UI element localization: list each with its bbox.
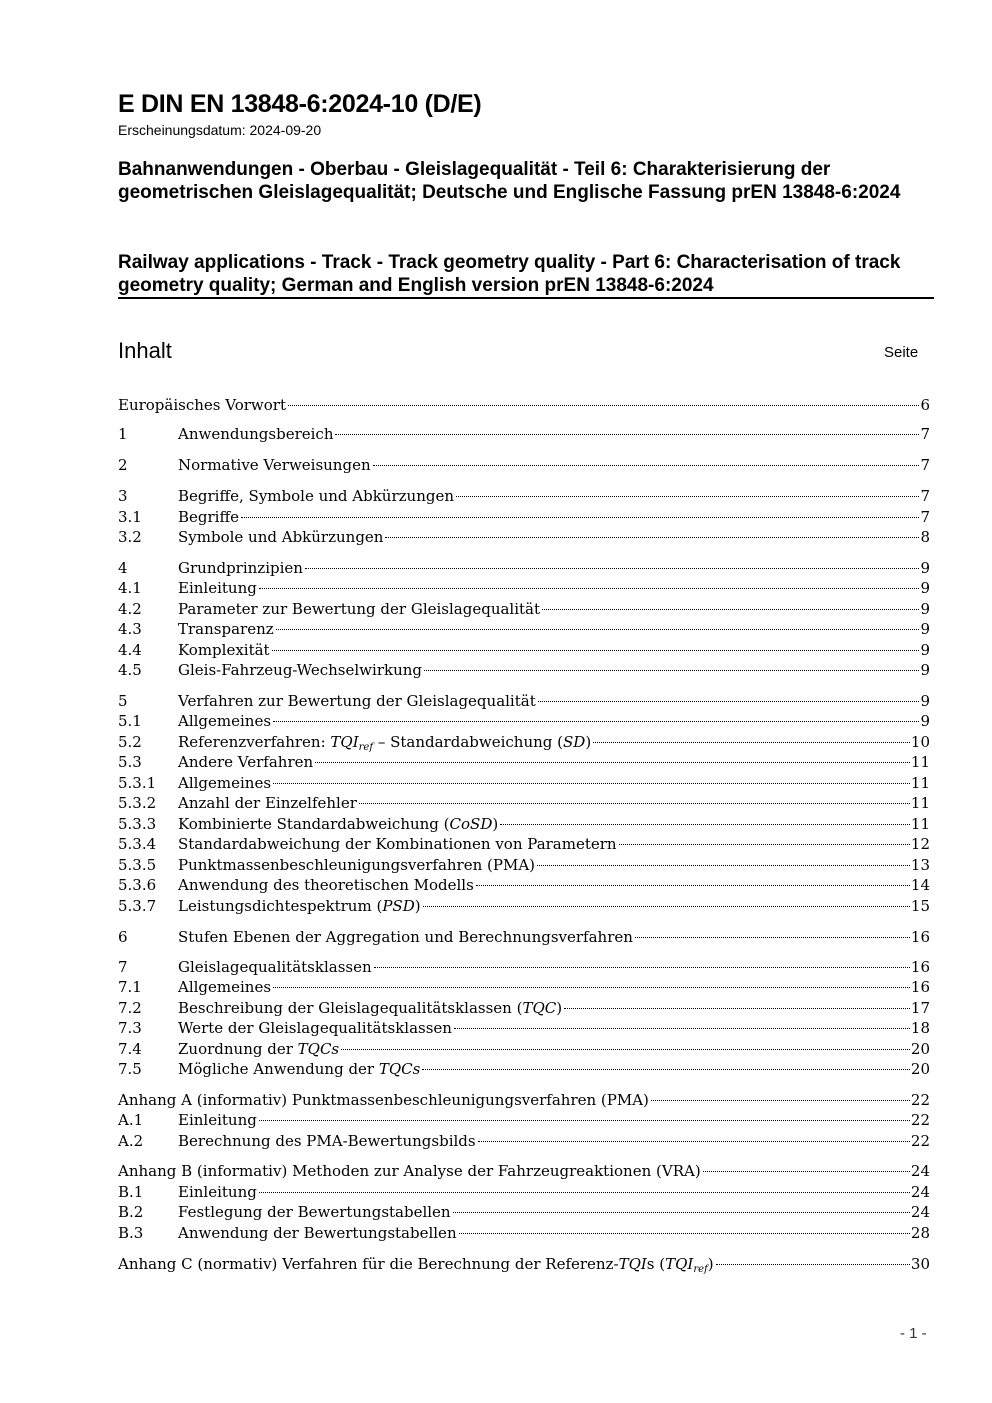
toc-dot-leader [423, 905, 910, 907]
toc-entry-number: B.2 [118, 1203, 144, 1221]
toc-title-subscript: ref [358, 742, 374, 753]
toc-dot-leader [593, 741, 910, 743]
toc-entry-page: 22 [910, 1091, 930, 1109]
toc-entry[interactable] [118, 957, 930, 977]
toc-title-symbol: TQI [618, 1255, 647, 1273]
toc-entry[interactable] [118, 599, 930, 619]
toc-entry-title: Anzahl der Einzelfehler [178, 794, 357, 812]
toc-entry-number: 7.4 [118, 1040, 142, 1058]
toc-dot-leader [273, 986, 910, 988]
toc-entry-title: Berechnung des PMA-Bewertungsbilds [178, 1132, 476, 1150]
toc-entry-page: 9 [920, 579, 930, 597]
toc-entry-title: Anhang B (informativ) Methoden zur Analyse der Fahrzeugreaktionen (VRA) [118, 1162, 701, 1180]
toc-entry-number: A.1 [118, 1111, 144, 1129]
toc-entry-page: 14 [910, 876, 930, 894]
toc-dot-leader [359, 802, 910, 804]
toc-entry[interactable] [118, 578, 930, 598]
title-german: Bahnanwendungen - Oberbau - Gleislagequalität - Teil 6: Charakterisierung der geometrischen Gleislagequalität; Deutsche und Englische Fassung prEN 13848-6:2024 [118, 159, 901, 203]
toc-entry-page: 11 [910, 815, 930, 833]
toc-title-text: Leistungsdichtespektrum ( [178, 897, 383, 915]
toc-title-symbol: PSD [382, 897, 415, 915]
toc-entry-page: 22 [910, 1132, 930, 1150]
toc-dot-leader [422, 1068, 910, 1070]
toc-entry-title [178, 814, 498, 834]
toc-entry[interactable] [118, 691, 930, 711]
toc-title-subscript: ref [693, 1264, 708, 1275]
toc-entry-title: Anwendung des theoretischen Modells [178, 876, 474, 894]
toc-entry[interactable] [118, 927, 930, 947]
toc-entry-number: 7.1 [118, 978, 142, 996]
toc-dot-leader [476, 884, 910, 886]
toc-dot-leader [500, 823, 910, 825]
toc-title-text: ) [414, 897, 421, 915]
toc-entry-page: 7 [920, 487, 930, 505]
toc-entry-page: 22 [910, 1111, 930, 1129]
toc-heading: Inhalt [118, 338, 172, 363]
toc-entry-number: B.1 [118, 1183, 144, 1201]
toc-entry-title: Parameter zur Bewertung der Gleislagequalität [178, 600, 541, 618]
toc-dot-leader [341, 1048, 910, 1050]
toc-entry[interactable] [118, 1131, 930, 1151]
toc-entry[interactable] [118, 814, 930, 834]
toc-entry-page: 6 [920, 396, 930, 414]
toc-dot-leader [259, 1191, 910, 1193]
toc-entry-title: Punktmassenbeschleunigungsverfahren (PMA) [178, 856, 536, 874]
toc-dot-leader [542, 608, 919, 610]
toc-dot-leader [385, 536, 919, 538]
toc-title-text: Zuordnung der [178, 1040, 298, 1058]
toc-entry-number: 4.2 [118, 600, 142, 618]
toc-entry[interactable] [118, 1039, 930, 1059]
toc-dot-leader [273, 720, 919, 722]
toc-entry[interactable] [118, 855, 930, 875]
toc-entry-number: 3.2 [118, 528, 142, 546]
toc-entry-title: Transparenz [178, 620, 274, 638]
toc-title-text: Anhang C (normativ) Verfahren für die Berechnung der Referenz- [118, 1255, 619, 1273]
toc-entry-page: 16 [910, 928, 930, 946]
toc-dot-leader [651, 1099, 910, 1101]
toc-entry[interactable] [118, 834, 930, 854]
toc-entry[interactable] [118, 1018, 930, 1038]
toc-entry-page: 12 [910, 835, 930, 853]
toc-entry-number: 5.3.7 [118, 897, 157, 915]
toc-title-symbol: TQC [522, 999, 557, 1017]
toc-entry-title: Komplexität [178, 641, 270, 659]
toc-title-symbol: TQCs [378, 1060, 421, 1078]
toc-title-text: ) [707, 1255, 714, 1273]
toc-entry-title: Europäisches Vorwort [118, 396, 286, 414]
toc-entry-page: 9 [920, 712, 930, 730]
toc-entry-title: Grundprinzipien [178, 559, 303, 577]
toc-dot-leader [716, 1263, 910, 1265]
toc-entry-page: 13 [910, 856, 930, 874]
toc-entry-page: 24 [910, 1203, 930, 1221]
toc-entry-page: 9 [920, 559, 930, 577]
toc-entry-title: Anwendung der Bewertungstabellen [178, 1224, 457, 1242]
toc-entry-title: Verfahren zur Bewertung der Gleislagequalität [178, 692, 536, 710]
toc-entry-page: 8 [920, 528, 930, 546]
toc-entry-title: Einleitung [178, 1111, 257, 1129]
toc-entry-number: 4.5 [118, 661, 142, 679]
toc-dot-leader [635, 936, 910, 938]
toc-entry-page: 15 [910, 897, 930, 915]
toc-dot-leader [537, 864, 910, 866]
toc-entry-title: Stufen Ebenen der Aggregation und Berechnungsverfahren [178, 928, 633, 946]
toc-entry[interactable] [118, 732, 930, 752]
toc-entry-title: Allgemeines [178, 774, 272, 792]
toc-title-symbol: SD [563, 733, 586, 751]
toc-entry-title: Symbole und Abkürzungen [178, 528, 384, 546]
toc-title-text: ) [492, 815, 499, 833]
toc-entry-number: 2 [118, 456, 128, 474]
toc-dot-leader [273, 782, 910, 784]
toc-entry-page: 7 [920, 425, 930, 443]
toc-entry-page: 18 [910, 1019, 930, 1037]
toc-entry[interactable] [118, 527, 930, 547]
toc-entry[interactable] [118, 1059, 930, 1079]
toc-title-text: ) [585, 733, 592, 751]
toc-entry-page: 11 [910, 753, 930, 771]
toc-entry[interactable] [118, 1161, 930, 1181]
toc-entry[interactable] [118, 1182, 930, 1202]
toc-entry-title: Gleis-Fahrzeug-Wechselwirkung [178, 661, 422, 679]
toc-entry-page: 11 [910, 774, 930, 792]
toc-entry[interactable] [118, 773, 930, 793]
toc-dot-leader [478, 1140, 910, 1142]
toc-entry-number: 5.3.5 [118, 856, 157, 874]
toc-entry-title [178, 1059, 420, 1079]
toc-entry-number: 7 [118, 958, 128, 976]
toc-title-text: – Standardabweichung ( [373, 733, 563, 751]
toc-entry-page: 11 [910, 794, 930, 812]
toc-entry-title [118, 1254, 714, 1274]
toc-entry[interactable] [118, 640, 930, 660]
toc-entry-title [178, 732, 591, 752]
toc-entry-page: 17 [910, 999, 930, 1017]
toc-entry-number: 4 [118, 559, 128, 577]
toc-entry-title: Begriffe [178, 508, 240, 526]
toc-entry-number: B.3 [118, 1224, 144, 1242]
toc-entry-number: 7.3 [118, 1019, 142, 1037]
toc-title-symbol: CoSD [449, 815, 493, 833]
toc-entry-page: 20 [910, 1060, 930, 1078]
toc-entry[interactable] [118, 1202, 930, 1222]
toc-entry[interactable] [118, 660, 930, 680]
toc-entry-title [178, 1039, 339, 1059]
toc-title-text: Beschreibung der Gleislagequalitätsklassen ( [178, 999, 523, 1017]
toc-entry[interactable] [118, 875, 930, 895]
release-date: Erscheinungsdatum: 2024-09-20 [118, 122, 322, 138]
toc-entry-title: Anhang A (informativ) Punktmassenbeschleunigungsverfahren (PMA) [118, 1091, 649, 1109]
toc-title-symbol: TQI [665, 1255, 694, 1273]
toc-dot-leader [619, 843, 910, 845]
toc-entry[interactable] [118, 619, 930, 639]
toc-entry-page: 28 [910, 1224, 930, 1242]
toc-entry-number: 5.1 [118, 712, 142, 730]
toc-entry-page: 16 [910, 978, 930, 996]
toc-entry[interactable] [118, 1090, 930, 1110]
toc-dot-leader [703, 1170, 910, 1172]
toc-entry-title: Allgemeines [178, 978, 272, 996]
toc-entry[interactable] [118, 486, 930, 506]
toc-entry[interactable] [118, 507, 930, 527]
toc-dot-leader [288, 404, 919, 406]
toc-dot-leader [276, 628, 920, 630]
toc-entry-number: 5.3.3 [118, 815, 157, 833]
toc-entry[interactable] [118, 1254, 930, 1274]
toc-entry-number: 7.5 [118, 1060, 142, 1078]
toc-title-text: Referenzverfahren: [178, 733, 331, 751]
toc-dot-leader [373, 464, 920, 466]
toc-entry-number: 3.1 [118, 508, 142, 526]
toc-entry-number: 4.4 [118, 641, 142, 659]
toc-entry[interactable] [118, 998, 930, 1018]
toc-entry-page: 9 [920, 692, 930, 710]
toc-dot-leader [459, 1232, 910, 1234]
toc-dot-leader [335, 433, 919, 435]
toc-entry-number: 5.3.1 [118, 774, 157, 792]
toc-entry[interactable] [118, 711, 930, 731]
toc-dot-leader [315, 761, 910, 763]
toc-entry-title: Allgemeines [178, 712, 272, 730]
toc-dot-leader [424, 669, 919, 671]
toc-entry-number: 5.3.2 [118, 794, 157, 812]
toc-dot-leader [456, 495, 919, 497]
toc-title-text: Kombinierte Standardabweichung ( [178, 815, 450, 833]
toc-entry-number: 5.3.4 [118, 835, 157, 853]
toc-entry-number: 4.1 [118, 579, 142, 597]
toc-dot-leader [305, 567, 920, 569]
toc-entry-title: Normative Verweisungen [178, 456, 371, 474]
toc-entry-title: Gleislagequalitätsklassen [178, 958, 372, 976]
toc-entry[interactable] [118, 455, 930, 475]
toc-entry-number: A.2 [118, 1132, 144, 1150]
toc-entry-title: Festlegung der Bewertungstabellen [178, 1203, 451, 1221]
toc-entry-number: 6 [118, 928, 128, 946]
toc-dot-leader [259, 587, 920, 589]
toc-title-text: ) [556, 999, 563, 1017]
toc-entry-title [178, 896, 421, 916]
toc-entry-number: 4.3 [118, 620, 142, 638]
toc-entry-title [178, 998, 562, 1018]
page-number: - 1 - [900, 1325, 927, 1342]
toc-entry-page: 7 [920, 508, 930, 526]
toc-entry[interactable] [118, 977, 930, 997]
toc-entry-title: Standardabweichung der Kombinationen von Parametern [178, 835, 617, 853]
toc-title-symbol: TQI [330, 733, 359, 751]
toc-entry-number: 5.3 [118, 753, 142, 771]
toc-dot-leader [259, 1119, 910, 1121]
toc-entry-title: Werte der Gleislagequalitätsklassen [178, 1019, 452, 1037]
toc-entry-page: 24 [910, 1162, 930, 1180]
toc-entry[interactable] [118, 558, 930, 578]
toc-page-column-label: Seite [884, 344, 919, 361]
toc-entry-page: 16 [910, 958, 930, 976]
toc-entry[interactable] [118, 1110, 930, 1130]
toc-entry-title: Einleitung [178, 579, 257, 597]
toc-entry[interactable] [118, 1223, 930, 1243]
toc-entry-title: Anwendungsbereich [178, 425, 334, 443]
toc-entry-title: Begriffe, Symbole und Abkürzungen [178, 487, 454, 505]
toc-entry-page: 20 [910, 1040, 930, 1058]
toc-entry[interactable] [118, 793, 930, 813]
toc-entry-title: Andere Verfahren [178, 753, 314, 771]
toc-entry[interactable] [118, 896, 930, 916]
toc-dot-leader [453, 1211, 910, 1213]
toc-entry[interactable] [118, 752, 930, 772]
toc-entry-page: 9 [920, 620, 930, 638]
document-number: E DIN EN 13848-6:2024-10 (D/E) [118, 90, 482, 118]
toc-dot-leader [272, 649, 920, 651]
toc-dot-leader [564, 1007, 910, 1009]
toc-dot-leader [374, 966, 910, 968]
toc-entry-page: 9 [920, 600, 930, 618]
toc-entry-number: 5.2 [118, 733, 142, 751]
toc-dot-leader [538, 700, 920, 702]
toc-entry-page: 9 [920, 661, 930, 679]
toc-entry-number: 5.3.6 [118, 876, 157, 894]
toc-title-text: s ( [646, 1255, 666, 1273]
toc-entry-page: 30 [910, 1255, 930, 1273]
toc-entry-title: Einleitung [178, 1183, 257, 1201]
toc-entry-number: 1 [118, 425, 128, 443]
toc-title-text: Mögliche Anwendung der [178, 1060, 379, 1078]
toc-entry-page: 9 [920, 641, 930, 659]
toc-entry-page: 24 [910, 1183, 930, 1201]
toc-dot-leader [241, 516, 919, 518]
toc-entry-page: 10 [910, 733, 930, 751]
toc-entry-number: 3 [118, 487, 128, 505]
toc-entry-number: 5 [118, 692, 128, 710]
toc-dot-leader [454, 1027, 910, 1029]
toc-entry-number: 7.2 [118, 999, 142, 1017]
table-of-contents [118, 0, 930, 1300]
toc-title-symbol: TQCs [297, 1040, 340, 1058]
toc-entry[interactable] [118, 395, 930, 415]
title-english: Railway applications - Track - Track geometry quality - Part 6: Characterisation of track geometry quality; German and English version prEN 13848-6:2024 [118, 252, 901, 296]
toc-entry[interactable] [118, 424, 930, 444]
toc-entry-page: 7 [920, 456, 930, 474]
